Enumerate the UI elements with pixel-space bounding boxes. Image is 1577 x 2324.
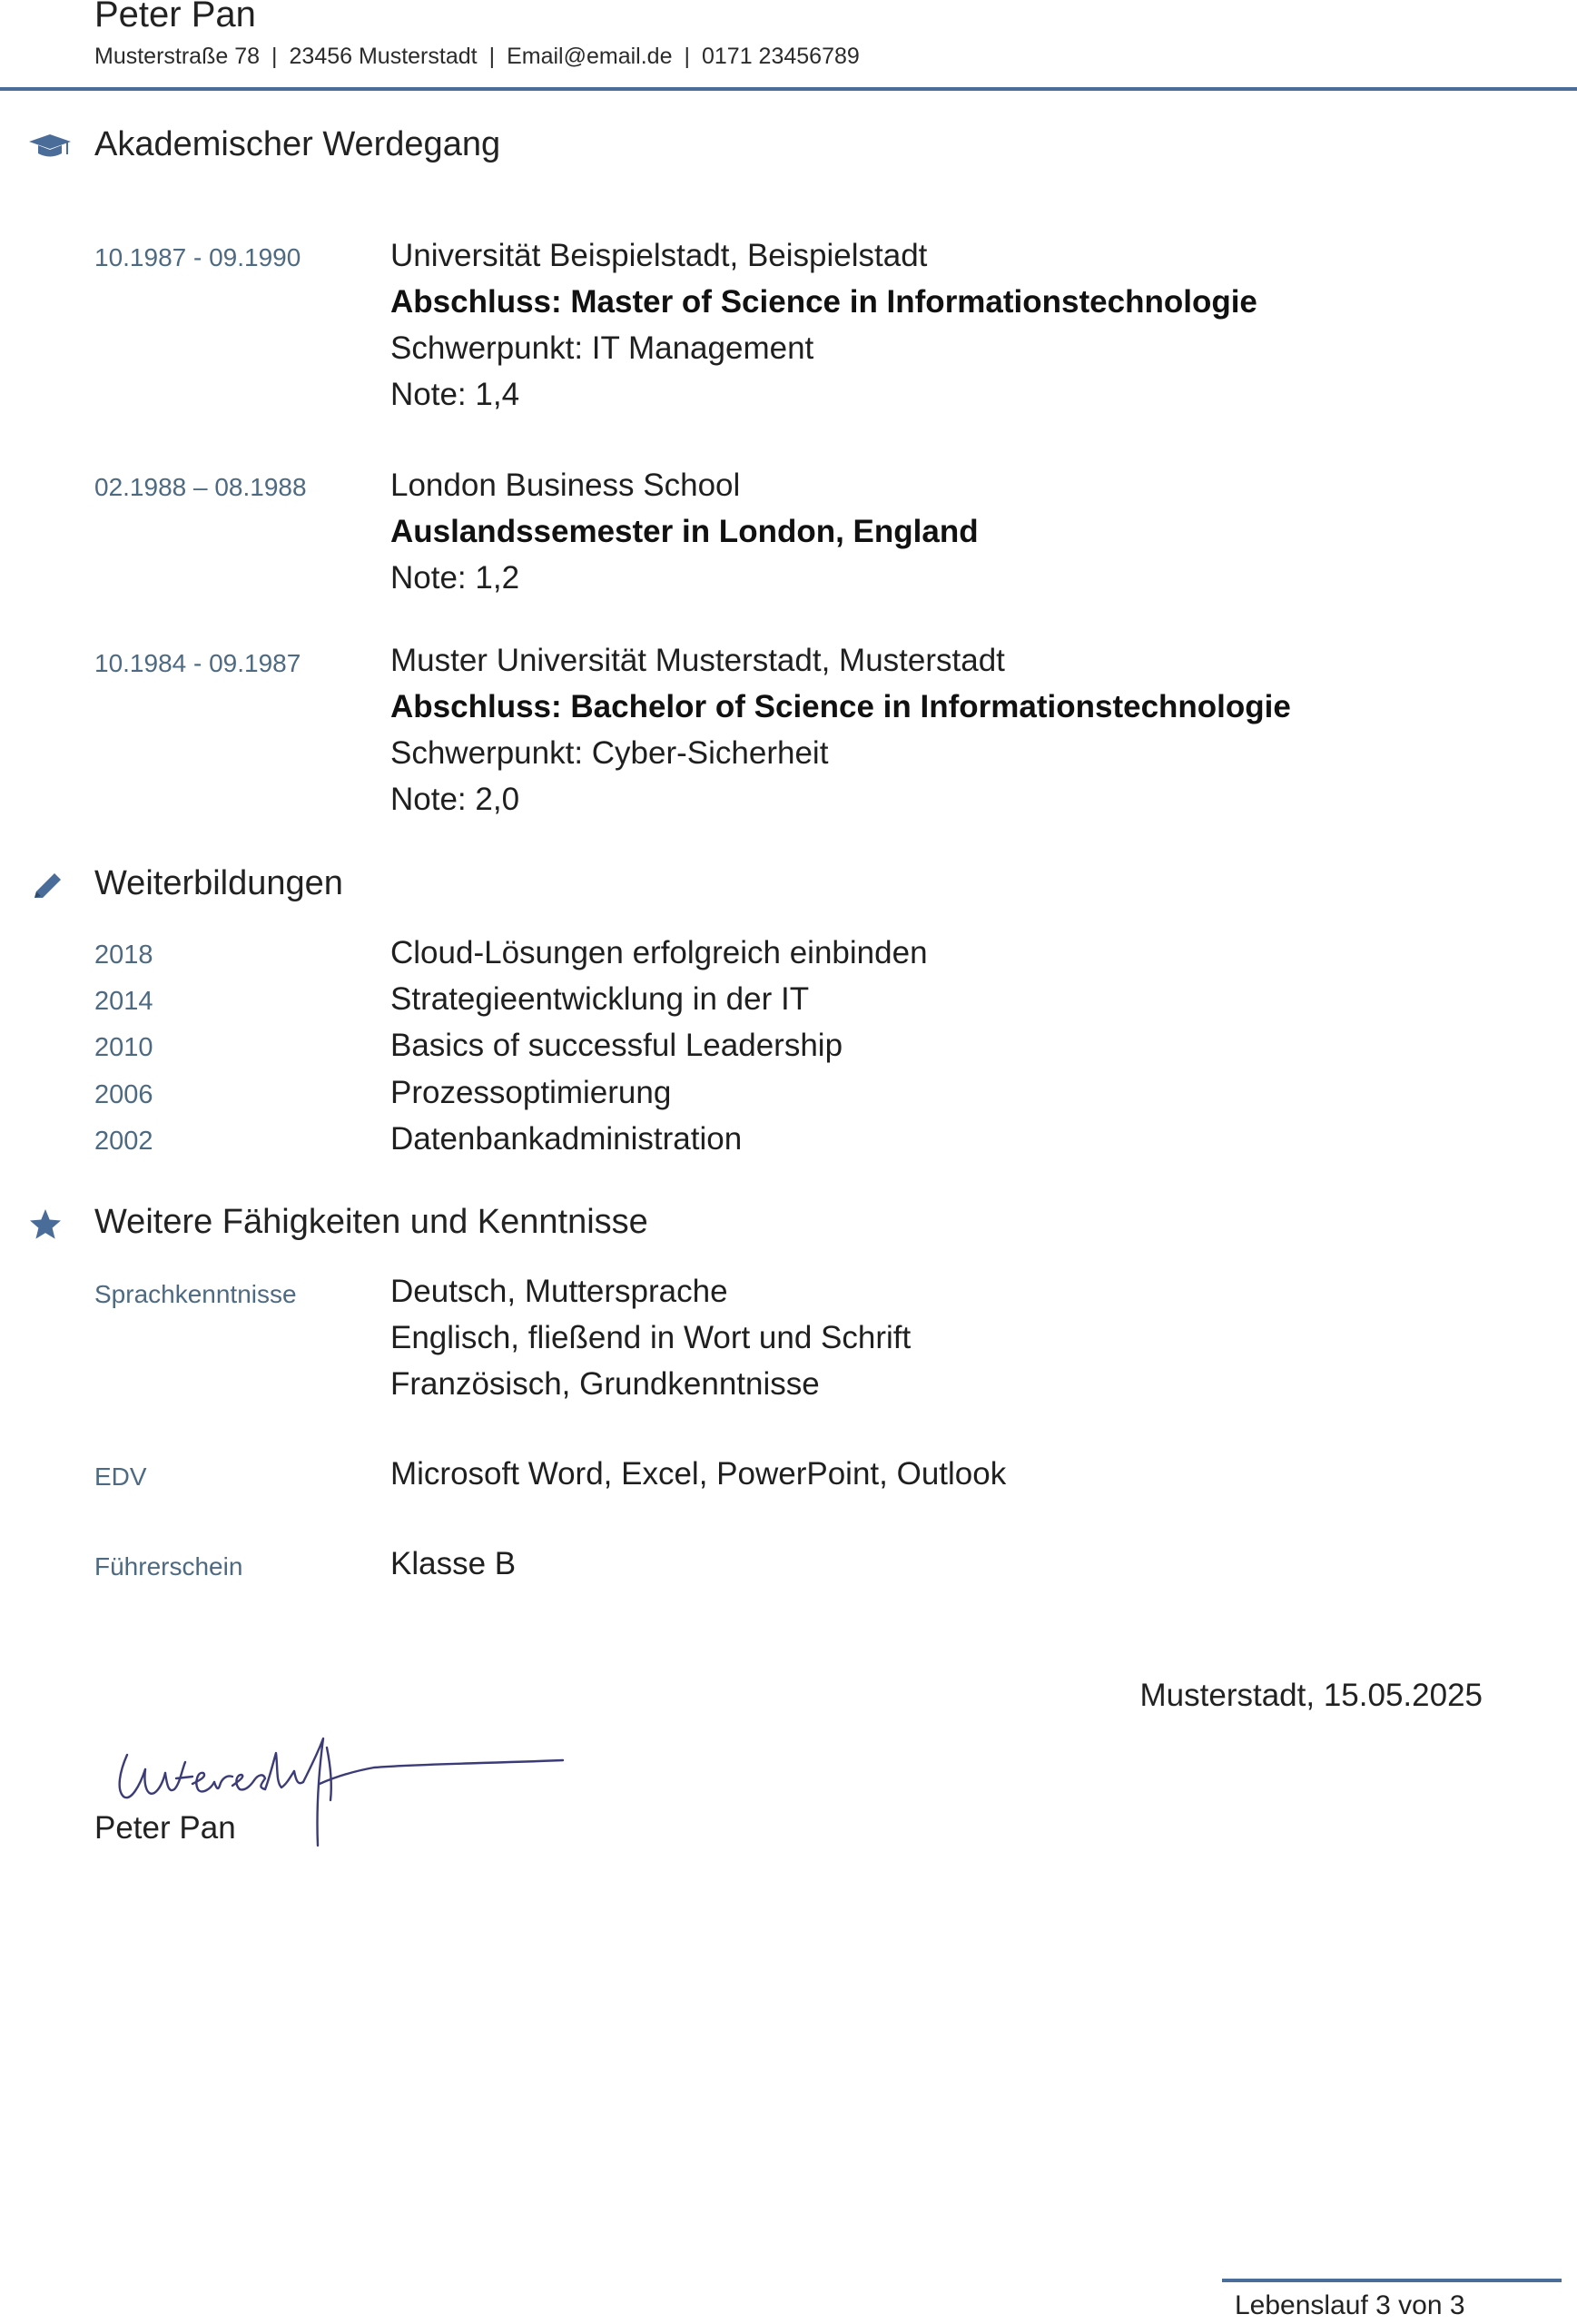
training-course: Strategieentwicklung in der IT [390, 981, 810, 1017]
signature-text: Unterschrift [109, 1729, 114, 1730]
academic-focus: Schwerpunkt: IT Management [390, 330, 814, 366]
star-icon [27, 1207, 73, 1244]
contact-street: Musterstraße 78 [94, 44, 261, 69]
academic-institution: Muster Universität Musterstadt, Musterstadt [390, 643, 1005, 678]
training-year: 2006 [94, 1080, 153, 1109]
academic-date: 10.1987 - 09.1990 [94, 243, 301, 271]
section-title-training: Weiterbildungen [94, 864, 343, 902]
contact-city: 23456 Musterstadt [289, 44, 478, 69]
footer-divider [1222, 2279, 1562, 2282]
academic-degree: Abschluss: Master of Science in Informationstechnologie [390, 284, 1257, 320]
training-year: 2010 [94, 1033, 153, 1062]
academic-grade: Note: 1,2 [390, 560, 520, 596]
training-course: Prozessoptimierung [390, 1075, 672, 1110]
header-divider [0, 87, 1577, 91]
section-title-academic: Akademischer Werdegang [94, 125, 501, 163]
training-course: Basics of successful Leadership [390, 1028, 843, 1063]
graduation-cap-icon [27, 129, 73, 165]
academic-institution: London Business School [390, 468, 741, 503]
skills-label-license: Führerschein [94, 1552, 243, 1581]
place-date: Musterstadt, 15.05.2025 [1139, 1678, 1483, 1713]
training-year: 2018 [94, 940, 153, 970]
signer-name: Peter Pan [94, 1810, 236, 1846]
pencil-icon [27, 869, 73, 905]
academic-degree: Abschluss: Bachelor of Science in Informationstechnologie [390, 689, 1291, 724]
page-footer: Lebenslauf 3 von 3 [1235, 2290, 1465, 2320]
training-course: Cloud-Lösungen erfolgreich einbinden [390, 935, 928, 970]
skills-label-it: EDV [94, 1462, 147, 1491]
language-item: Deutsch, Muttersprache [390, 1274, 728, 1309]
contact-phone: 0171 23456789 [701, 44, 860, 69]
academic-focus: Schwerpunkt: Cyber-Sicherheit [390, 735, 829, 771]
cv-name: Peter Pan [94, 0, 256, 34]
academic-date: 10.1984 - 09.1987 [94, 649, 301, 677]
training-year: 2014 [94, 987, 153, 1016]
skills-license-value: Klasse B [390, 1546, 517, 1581]
academic-grade: Note: 2,0 [390, 782, 520, 817]
training-course: Datenbankadministration [390, 1121, 743, 1157]
section-title-skills: Weitere Fähigkeiten und Kenntnisse [94, 1203, 648, 1241]
academic-date: 02.1988 – 08.1988 [94, 473, 307, 501]
contact-line: Musterstraße 78 | 23456 Musterstadt | Email@email.de | 0171 23456789 [94, 44, 860, 69]
academic-degree: Auslandssemester in London, England [390, 514, 979, 549]
academic-grade: Note: 1,4 [390, 377, 520, 412]
skills-it-value: Microsoft Word, Excel, PowerPoint, Outlook [390, 1456, 1007, 1492]
contact-email[interactable]: Email@email.de [507, 44, 673, 69]
academic-institution: Universität Beispielstadt, Beispielstadt [390, 238, 928, 273]
skills-label-languages: Sprachkenntnisse [94, 1280, 297, 1308]
training-year: 2002 [94, 1127, 153, 1156]
language-item: Französisch, Grundkenntnisse [390, 1366, 820, 1402]
language-item: Englisch, fließend in Wort und Schrift [390, 1320, 912, 1355]
